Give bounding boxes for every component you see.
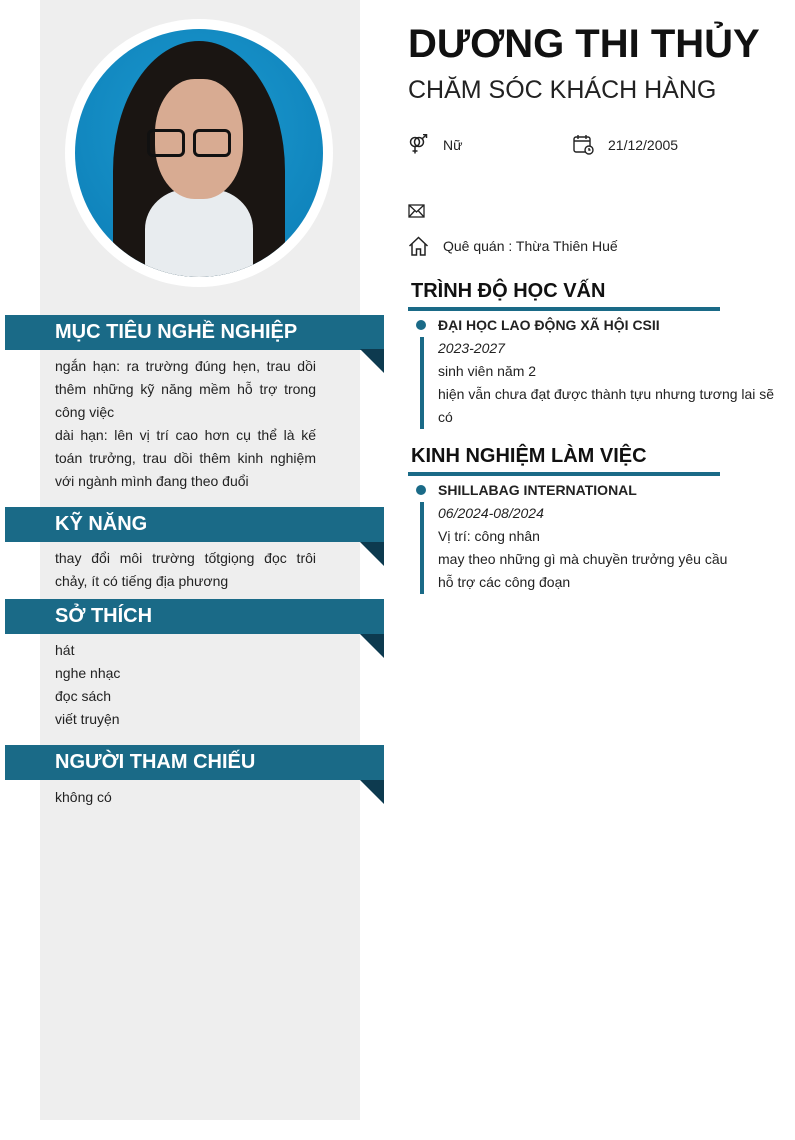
hobby-item: viết truyện	[55, 711, 120, 727]
references-text: không có	[55, 789, 112, 805]
education-entry	[420, 337, 790, 429]
skills-text: thay đổi môi trường tốtgiọng đọc trôi chảy, ít có tiếng địa phương	[55, 550, 316, 589]
gender-value: Nữ	[443, 136, 463, 153]
education-period: 2023-2027	[438, 340, 505, 356]
objective-short-term: ngắn hạn: ra trường đúng hẹn, trau dồi thêm những kỹ năng mềm hỗ trợ trong công việc	[55, 358, 316, 420]
home-icon	[408, 236, 429, 256]
experience-detail: hỗ trợ các công đoạn	[438, 574, 571, 590]
experience-period: 06/2024-08/2024	[438, 505, 544, 521]
hobby-item: đọc sách	[55, 688, 112, 704]
banner-fold	[360, 542, 384, 566]
gender-info	[408, 134, 462, 155]
objective-long-term: dài hạn: lên vị trí cao hơn cụ thể là kế toán trưởng, trau dồi thêm kinh nghiệm với ngành mình đang theo đuổi	[55, 427, 316, 489]
hometown-value: Quê quán : Thừa Thiên Huế	[443, 238, 618, 254]
banner-fold	[360, 780, 384, 804]
hobby-item: nghe nhạc	[55, 665, 121, 681]
skills-heading: KỸ NĂNG	[5, 507, 384, 542]
timeline-dot	[416, 320, 426, 330]
email-icon	[408, 204, 425, 218]
dob-info	[573, 134, 678, 155]
hobby-item: hát	[55, 642, 75, 658]
references-heading: NGƯỜI THAM CHIẾU	[5, 745, 384, 780]
calendar-icon	[573, 134, 594, 155]
full-name: DƯƠNG THI THỦY	[408, 22, 760, 66]
school-name: ĐẠI HỌC LAO ĐỘNG XÃ HỘI CSII	[438, 317, 660, 333]
education-detail: hiện vẫn chưa đạt được thành tựu nhưng tương lai sẽ có	[438, 386, 775, 425]
experience-detail: may theo những gì mà chuyền trưởng yêu cầu	[438, 551, 728, 567]
experience-entry	[420, 502, 790, 594]
experience-detail: Vị trí: công nhân	[438, 528, 540, 544]
profile-photo	[65, 19, 333, 287]
experience-heading: KINH NGHIỆM LÀM VIỆC	[411, 445, 647, 467]
education-detail: sinh viên năm 2	[438, 363, 537, 379]
timeline-dot	[416, 485, 426, 495]
objective-heading: MỤC TIÊU NGHỀ NGHIỆP	[5, 315, 384, 350]
divider	[408, 472, 720, 476]
banner-fold	[360, 634, 384, 658]
hobbies-heading: SỞ THÍCH	[5, 599, 384, 634]
divider	[408, 307, 720, 311]
job-title: CHĂM SÓC KHÁCH HÀNG	[408, 76, 717, 104]
hometown-info	[408, 236, 618, 256]
dob-value: 21/12/2005	[608, 136, 679, 153]
objective-text	[55, 355, 316, 493]
banner-fold	[360, 349, 384, 373]
company-name: SHILLABAG INTERNATIONAL	[438, 482, 637, 498]
gender-icon	[408, 134, 429, 155]
education-heading: TRÌNH ĐỘ HỌC VẤN	[411, 280, 606, 302]
email-info	[408, 204, 439, 218]
hobbies-list	[55, 639, 316, 731]
